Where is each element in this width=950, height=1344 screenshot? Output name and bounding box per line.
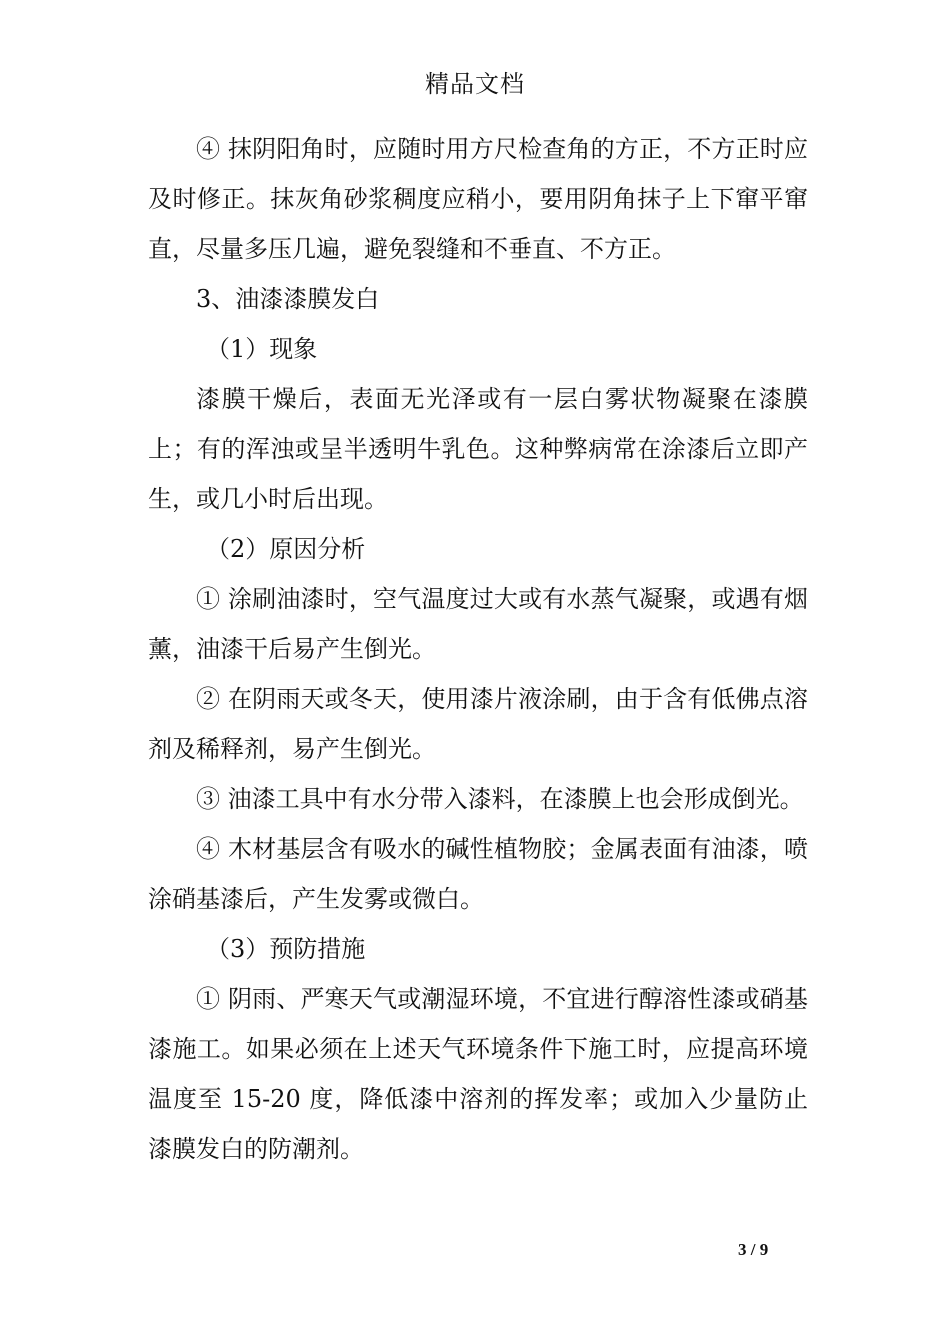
paragraph-cause-4: ④ 木材基层含有吸水的碱性植物胶；金属表面有油漆，喷涂硝基漆后，产生发雾或微白。: [148, 835, 808, 913]
paragraph-cause-2: ② 在阴雨天或冬天，使用漆片液涂刷，由于含有低佛点溶剂及稀释剂，易产生倒光。: [148, 685, 808, 763]
paragraph-corner-plastering: ④ 抹阴阳角时，应随时用方尺检查角的方正，不方正时应及时修正。抹灰角砂浆稠度应稍小，要用阴角抹子上下窜平窜直，尽量多压几遍，避免裂缝和不垂直、不方正。: [148, 135, 808, 263]
section-heading-paint-whitening: 3、油漆漆膜发白: [196, 285, 380, 313]
subheading-cause-analysis: （2）原因分析: [206, 535, 366, 563]
document-body: [148, 124, 808, 1174]
paragraph-prevention-1: ① 阴雨、严寒天气或潮湿环境，不宜进行醇溶性漆或硝基漆施工。如果必须在上述天气环境条件下施工时，应提高环境温度至 15-20 度，降低漆中溶剂的挥发率；或加入少量防止漆膜发白的防潮剂。: [148, 985, 808, 1163]
page-number: 3 / 9: [738, 1240, 769, 1259]
subheading-phenomenon: （1）现象: [206, 335, 318, 363]
paragraph-cause-1: ① 涂刷油漆时，空气温度过大或有水蒸气凝聚，或遇有烟薰，油漆干后易产生倒光。: [148, 585, 808, 663]
paragraph-cause-3: ③ 油漆工具中有水分带入漆料，在漆膜上也会形成倒光。: [196, 785, 804, 813]
page-header: 精品文档: [425, 70, 525, 98]
paragraph-phenomenon: 漆膜干燥后，表面无光泽或有一层白雾状物凝聚在漆膜上；有的浑浊或呈半透明牛乳色。这种弊病常在涂漆后立即产生，或几小时后出现。: [148, 385, 808, 513]
subheading-prevention: （3）预防措施: [206, 935, 366, 963]
